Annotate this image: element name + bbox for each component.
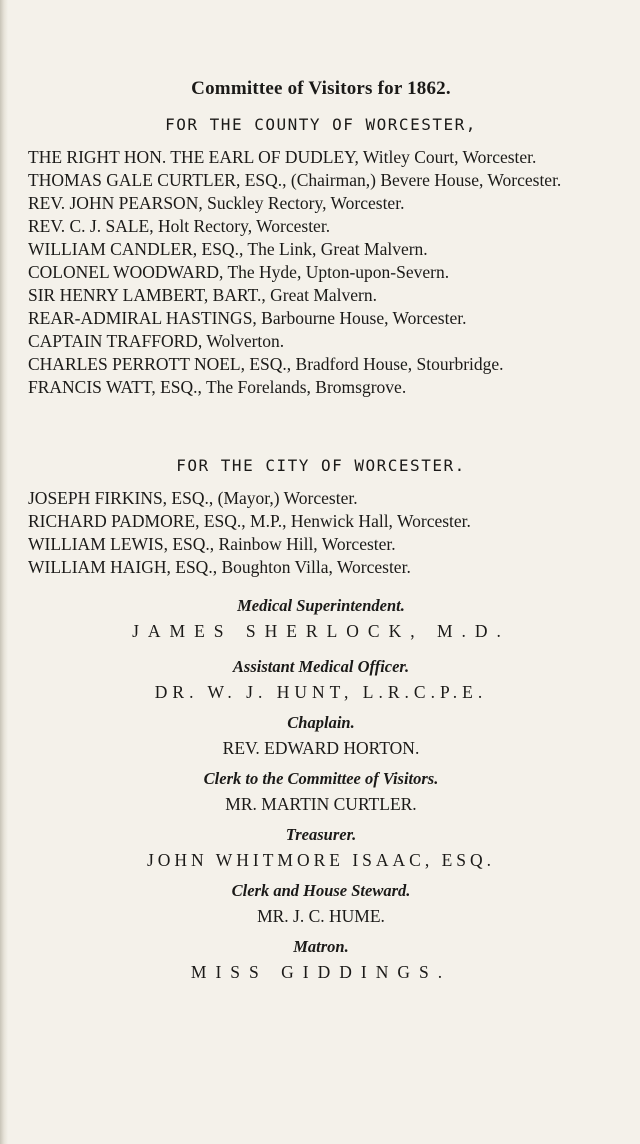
city-heading: FOR THE CITY OF WORCESTER. <box>176 456 466 475</box>
list-item: CHARLES PERROTT NOEL, ESQ., Bradford House, Stourbridge. <box>28 354 504 374</box>
office-label: Chaplain. <box>287 713 355 732</box>
list-item: WILLIAM CANDLER, ESQ., The Link, Great Malvern. <box>28 239 428 259</box>
office-holder: REV. EDWARD HORTON. <box>222 738 420 758</box>
office-holder: DR. W. J. HUNT, L.R.C.P.E. <box>154 682 488 702</box>
list-item: RICHARD PADMORE, ESQ., M.P., Henwick Hall, Worcester. <box>28 511 471 531</box>
page-title: Committee of Visitors for 1862. <box>191 78 451 99</box>
office-clerk-house-steward <box>28 880 614 928</box>
list-item: REV. JOHN PEARSON, Suckley Rectory, Worcester. <box>28 193 405 213</box>
office-label: Matron. <box>293 937 349 956</box>
city-visitor-list <box>28 487 614 579</box>
list-item: REAR-ADMIRAL HASTINGS, Barbourne House, Worcester. <box>28 308 467 328</box>
list-item: WILLIAM HAIGH, ESQ., Boughton Villa, Worcester. <box>28 557 411 577</box>
list-item: SIR HENRY LAMBERT, BART., Great Malvern. <box>28 285 378 305</box>
office-label: Clerk to the Committee of Visitors. <box>203 769 439 788</box>
county-heading: FOR THE COUNTY OF WORCESTER, <box>165 115 477 134</box>
list-item: FRANCIS WATT, ESQ., The Forelands, Bromsgrove. <box>28 377 407 397</box>
list-item: JOSEPH FIRKINS, ESQ., (Mayor,) Worcester. <box>28 488 358 508</box>
list-item: THOMAS GALE CURTLER, ESQ., (Chairman,) Bevere House, Worcester. <box>28 170 562 190</box>
office-holder: JAMES SHERLOCK, M.D. <box>132 621 510 641</box>
office-holder: MR. J. C. HUME. <box>257 906 385 926</box>
county-visitor-list <box>28 146 614 399</box>
office-label: Treasurer. <box>285 825 357 844</box>
list-item: REV. C. J. SALE, Holt Rectory, Worcester. <box>28 216 331 236</box>
office-assistant-medical-officer <box>28 656 614 704</box>
office-holder: JOHN WHITMORE ISAAC, ESQ. <box>146 850 496 870</box>
list-item: THE RIGHT HON. THE EARL OF DUDLEY, Witley Court, Worcester. <box>28 147 537 167</box>
office-holder: MR. MARTIN CURTLER. <box>225 794 417 814</box>
page-binding-edge <box>0 0 8 1144</box>
list-item: CAPTAIN TRAFFORD, Wolverton. <box>28 331 285 351</box>
office-label: Medical Superintendent. <box>237 596 405 615</box>
list-item: WILLIAM LEWIS, ESQ., Rainbow Hill, Worcester. <box>28 534 396 554</box>
office-treasurer <box>28 824 614 872</box>
office-matron <box>28 936 614 984</box>
office-holder: MISS GIDDINGS. <box>190 962 452 982</box>
office-chaplain <box>28 712 614 760</box>
office-label: Assistant Medical Officer. <box>232 657 410 676</box>
list-item: COLONEL WOODWARD, The Hyde, Upton-upon-Severn. <box>28 262 450 282</box>
office-clerk-to-committee <box>28 768 614 816</box>
office-medical-superintendent <box>28 595 614 643</box>
office-label: Clerk and House Steward. <box>231 881 411 900</box>
